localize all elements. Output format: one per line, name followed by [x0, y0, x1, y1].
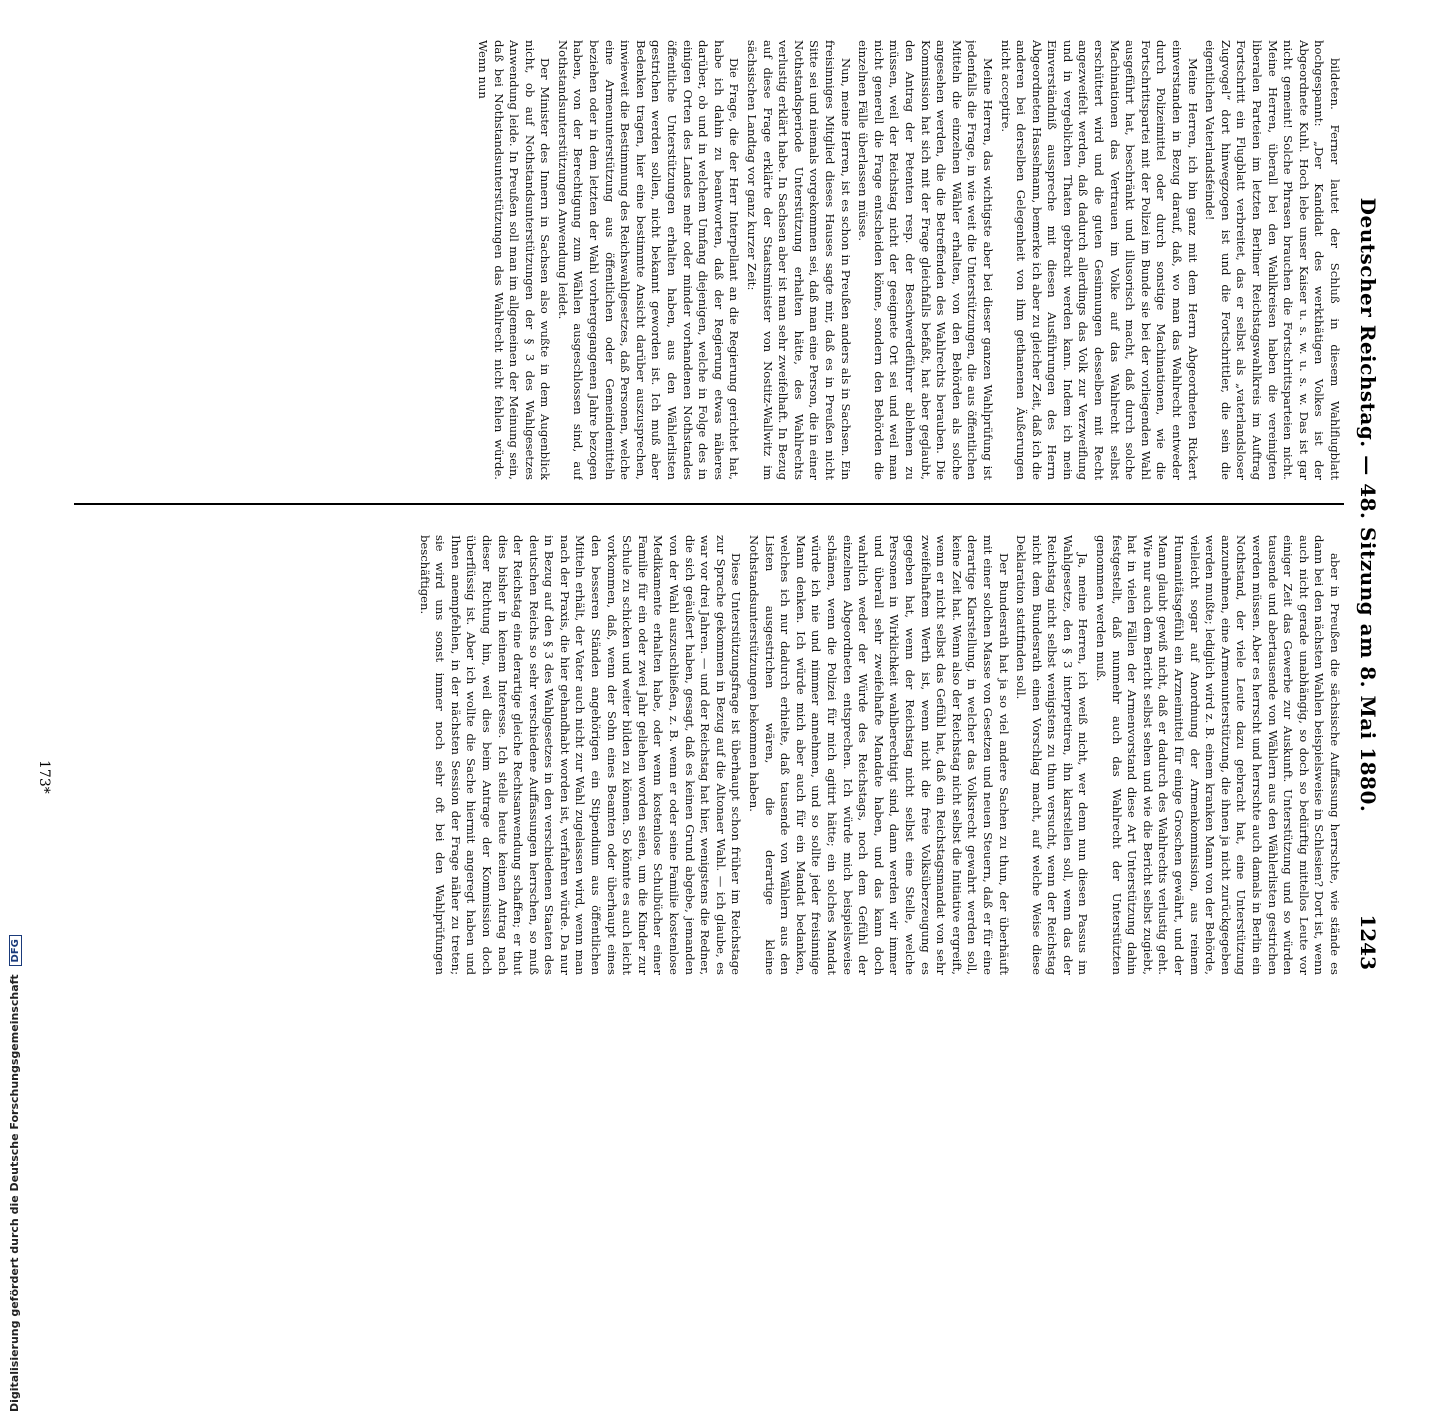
paragraph: Meine Herren, ich bin ganz mit dem Herrn Abgeordneten Rickert einverstanden in Bezug darauf, daß, wo man das Wahlrecht entweder durch Polizeimittel oder durch sonstige Machinationen, wie die Fortschrittspartei mit der Polizei im Bunde sie bei der vorliegenden Wahl ausgeführt hat, beschränkt und illusorisch macht, daß durch solche Machinationen das Vertrauen im Volke auf das Wahlrecht selbst erschüttert wird und die guten Gesinnungen desselben mit Recht angezweifelt werden, daß dadurch allerdings das Volk zur Verzweiflung und in vergeblichen Thaten gebracht werden kann. Indem ich mein Einverständniß ausspreche mit diesen Ausführungen des Herrn Abgeordneten Hasselmann, bemerke ich aber zu gleicher Zeit, daß ich die anderen bei derselben Gelegenheit von ihm gethanenen Äußerungen nicht acceptire. [998, 40, 1200, 480]
page-number: 1243 [1356, 914, 1380, 970]
paragraph: Der Bundesrath hat ja so viel andere Sachen zu thun, der überhäuft mit einer solchen Masse von Gesetzen und neuen Steuern, daß er für eine derartige Klarstellung, in welcher das Volksrecht gewahrt werden soll, keine Zeit hat. Wenn also der Reichstag nicht selbst die Initiative ergreift, wenn er nicht selbst das Gefühl hat, daß ein Reichstagsmandat von sehr zweifelhaftem Werth ist, wenn nicht die freie Volksüberzeugung es gegeben hat, wenn der Reichstag nicht selbst eine Stelle, welche Personen in Wirklichkeit wahlberechtigt sind, dann werden wir immer und überall sehr zweifelhafte Mandate haben, und das kann doch wahrlich weder der Würde des Reichstags, noch dem Gefühl der einzelnen Abgeordneten entsprechen. Ich würde mich beispielsweise schämen, wenn die Polizei für mich agitirt hätte; ein solches Mandat würde ich nie und nimmer annehmen, und so sollte jeder freisinnige Mann denken. Ich würde mich aber auch für ein Mandat bedanken, welches ich nur dadurch erhielte, daß tausende von Wählern aus den Listen ausgestrichen wären, die derartige kleine Nothstandsunterstützungen bekommen haben. [747, 535, 1011, 975]
column-divider [74, 503, 1344, 505]
paragraph: Meine Herren, das wichtigste aber bei dieser ganzen Wahlprüfung ist jedenfalls die Frage, in wie weit die Unterstützungen, die aus öffentlichen Mitteln die einzelnen Wähler erhalten, von den Behörden als solche angesehen werden, die die Betreffenden des Wahlrechts berauben. Die Kommission hat sich mit der Frage gleichfalls befaßt, hat aber geglaubt, den Antrag der Petenten resp. der Beschwerdeführer ablehnen zu müssen, weil der Reichstag nicht der geeignete Ort sei und weil man nicht generell die Frage entscheiden könne, sondern den Behörden die einzelnen Fälle überlassen müsse. [856, 40, 995, 480]
digitization-note [8, 935, 22, 1412]
text-column-left [82, 40, 1342, 480]
paragraph: Diese Unterstützungsfrage ist überhaupt schon früher im Reichstage zur Sprache gekommen in Bezug auf die Altonaer Wahl. — ich glaube, es war vor drei Jahren. — und der Reichstag hat hier, wenigstens die Redner, die sich geäußert haben, gesagt, daß es keinen Grund abgebe, jemanden von der Wahl auszuschließen, z. B. wenn er oder seine Familie kostenlose Medikamente erhalten habe, oder wenn kostenlose Schulbücher einer Familie für ein oder zwei Jahr geliehen worden seien, um die Kinder zur Schule zu schicken und weiter bilden zu können. So könnte es auch leicht vorkommen, daß, wenn der Sohn eines Beamten oder überhaupt eines den besseren Ständen angehörigen ein Stipendium aus öffentlichen Mitteln erhält, der Vater auch nicht zur Wahl zugelassen wird, wenn man nach der Praxis, die hier gehandhabt worden ist, verfahren würde. Da nur in Bezug auf den § 3 des Wahlgesetzes in den verschiedenen Staaten des deutschen Reichs so sehr verschiedene Auffassungen herrschen, so muß der Reichstag eine derartige gleiche Rechtsanwendung schaffen; er thut dies bisher in keinem Interesse. Ich stelle heute keinen Antrag nach dieser Richtung hin, weil dies beim Antrage der Kommission doch überflüssig ist. Aber ich wollte die Sache hiermit angeregt haben und Ihnen anempfehlen, in der nächsten Session der Frage näher zu treten; sie wird uns sonst immer noch sehr oft bei den Wahlprüfungen beschäftigen. [417, 535, 744, 975]
sheet-signature: 173* [36, 760, 52, 794]
paragraph: Nun, meine Herren, ist es schon in Preußen anders als in Sachsen. Ein freisinniges Mitglied dieses Hauses sagte mir, daß es in Preußen nicht Sitte sei und niemals vorgekommen sei, daß man eine Person, die in einer Nothstandsperiode Unterstützung erhalten hätte, des Wahlrechts verlustig erklärt habe. In Sachsen aber ist man sehr zweifelhaft. In Bezug auf diese Frage erklärte der Staatsminister von Nostitz-Wallwitz im sächsischen Landtag vor ganz kurzer Zeit: [745, 40, 853, 480]
paragraph: Der Minister des Innern in Sachsen also wußte in dem Augenblick nicht, ob auf Nothstandsunterstützungen der § 3 des Wahlgesetzes Anwendung leide. In Preußen soll man im allgemeinen der Meinung sein, daß bei Nothstandsunterstützungen das Wahlrecht nicht fehlen würde. Wenn nun [475, 40, 553, 480]
dfg-logo-icon: DFG [9, 935, 22, 966]
paragraph: Die Frage, die der Herr Interpellant an die Regierung gerichtet hat, habe ich dahin zu beantworten, daß der Regierung etwas näheres darüber, ob und in welchem Umfang diejenigen, welche in Folge des in einigen Orten des Landes mehr oder minder vorhandenen Nothstandes öffentliche Unterstützungen erhalten haben, aus den Wählerlisten gestrichen werden sollen, nicht bekannt geworden ist. Ich muß aber Bedenken tragen, hier eine bestimmte Ansicht darüber auszusprechen, inwieweit die Bestimmung des Reichswahlgesetzes, daß Personen, welche eine Armenunterstützung aus öffentlichen oder Gemeindemitteln beziehen oder in dem letzten der Wahl vorhergegangenen Jahre bezogen haben, von der Berechtigung zum Wählen ausgeschlossen sind, auf Nothstandsunterstützungen Anwendung leidet. [555, 40, 742, 480]
page-header-title: Deutscher Reichstag. — 48. Sitzung am 8. Mai 1880. [1356, 197, 1380, 813]
digitization-text: Digitalisierung gefördert durch die Deutsche Forschungsgemeinschaft [8, 974, 21, 1412]
text-column-right [82, 535, 1342, 975]
paragraph: bildeten. Ferner lautet der Schluß in diesem Wahlflugblatt hochgespannt: „Der Kandidat des werkthätigen Volkes ist der Abgeordnete Kuhl. Hoch lebe unser Kaiser u. s. w. u. s. w. Das ist gar nicht gemeint! Solche Phrasen brauchen die Fortschrittsparteien nicht. Meine Herren, überall bei den Wahlkreisen haben die vereinigten liberalen Parteien im letzten Berliner Reichstagswahlkreis im Auftrag Fortschritt ein Flugblatt verbreitet, das er selbst als „vaterlandsloser Zugvogel“ dort hinwegzogen ist und die Fortschrittler, die sein die eigentlichen Vaterlandsfeinde! [1203, 40, 1342, 480]
paragraph: aber in Preußen die sächsische Auffassung herrschte, wie stände es dann bei den nächsten Wahlen beispielsweise in Schlesien? Dort ist, wenn auch nicht gerade unabhängig, so doch so bedürftig mittellos Leute vor einiger Zeit das Gewerbe zur Auskunft. Unterstützung und so würden tausende und abertausende von Wählern aus den Wählerlisten gestrichen werden müssen. Aber es herrscht und herrschte auch damals in Berlin ein Nothstand, der viele Leute dazu gebracht hat, eine Unterstützung anzunehmen, eine Armenunterstützung, die ihnen ja nicht zurückgegeben werden mußte; lediglich wird z. B. einem kranken Mann von der Behörde, vielleicht sogar auf Anordnung der Armenkommission, aus reinem Humanitätsgefühl ein Arzneimittel für einige Groschen gewährt, und der Mann glaubt gewiß nicht, daß er dadurch des Wahlrechts verlustig geht. Wie nur auch dem Bericht selbst sehen und wie die Bericht selbst zugiebt, hat in vielen Fällen der Armenvorstand diese Art Unterstützung dahin festgestellt, daß nunmehr auch das Wahlrecht der Unterstützten genommen werden muß. [1094, 535, 1342, 975]
paragraph: Ja, meine Herren, ich weiß nicht, wer denn nun diesen Passus im Wahlgesetze, den § 3 interpretiren, ihn klarstellen soll, wenn das der Reichstag nicht selbst wenigstens zu thun versucht, wenn der Reichstag nicht dem Bundesrath einen Vorschlag macht, auf welche Weise diese Deklaration stattfinden soll. [1014, 535, 1091, 975]
